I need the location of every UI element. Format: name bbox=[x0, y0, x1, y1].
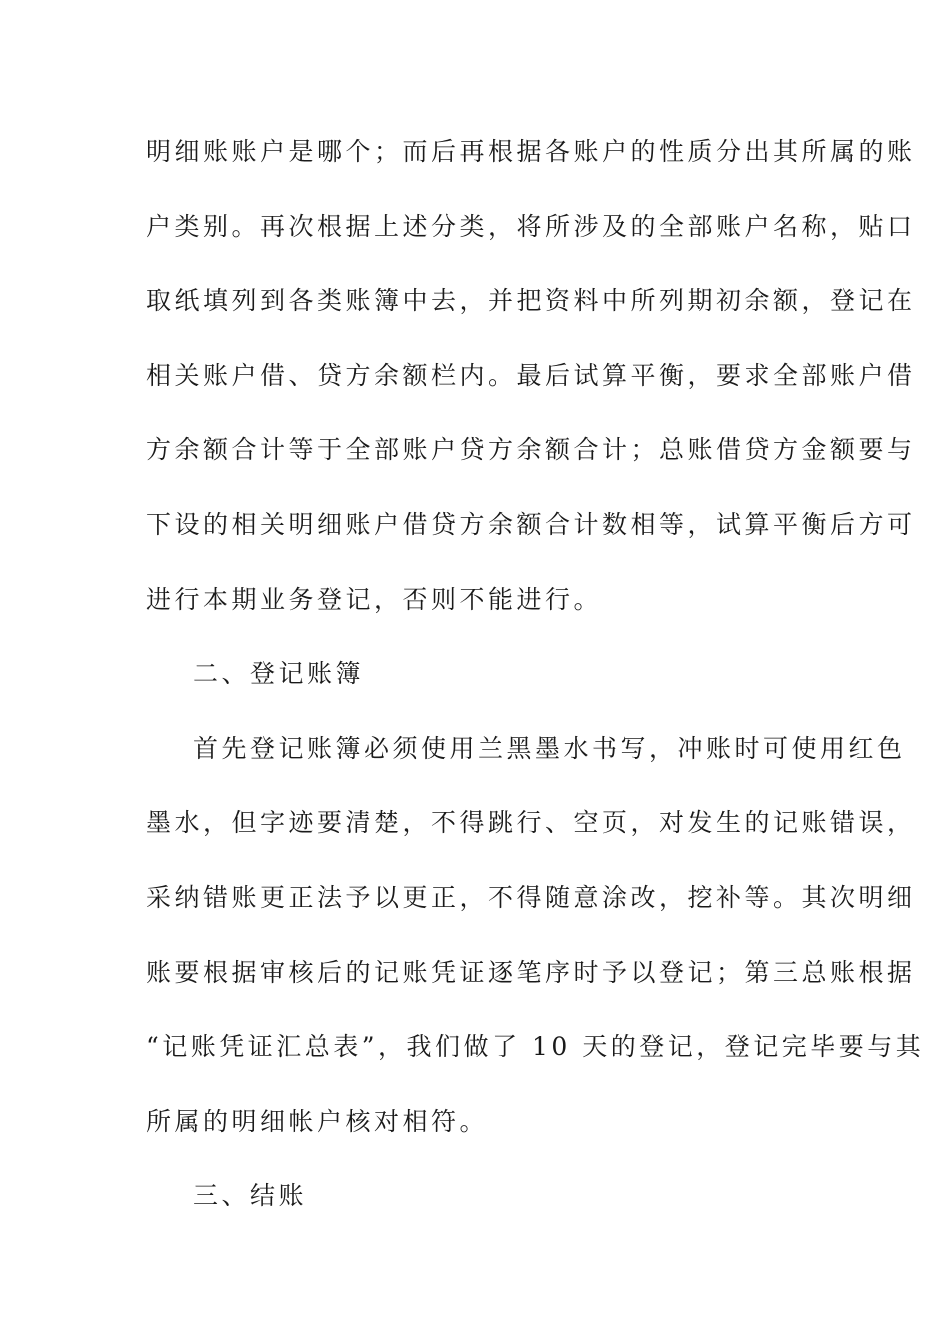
section-heading: 三、结账 bbox=[193, 1181, 308, 1210]
section-heading: 二、登记账簿 bbox=[193, 659, 365, 688]
paragraph-line: 墨水，但字迹要清楚，不得跳行、空页，对发生的记账错误， bbox=[146, 808, 916, 837]
paragraph-line: 进行本期业务登记，否则不能进行。 bbox=[146, 585, 603, 614]
paragraph-line: 所属的明细帐户核对相符。 bbox=[146, 1107, 489, 1136]
paragraph-line: 户类别。再次根据上述分类，将所涉及的全部账户名称，贴口 bbox=[146, 212, 916, 241]
paragraph-line: 明细账账户是哪个；而后再根据各账户的性质分出其所属的账 bbox=[146, 137, 916, 166]
paragraph-line: “记账凭证汇总表”，我们做了 10 天的登记，登记完毕要与其 bbox=[146, 1032, 925, 1061]
paragraph-line: 下设的相关明细账户借贷方余额合计数相等，试算平衡后方可 bbox=[146, 510, 916, 539]
paragraph-line: 方余额合计等于全部账户贷方余额合计；总账借贷方金额要与 bbox=[146, 435, 916, 464]
paragraph-line: 采纳错账更正法予以更正，不得随意涂改，挖补等。其次明细 bbox=[146, 883, 916, 912]
paragraph-line: 取纸填列到各类账簿中去，并把资料中所列期初余额，登记在 bbox=[146, 286, 916, 315]
paragraph-line: 相关账户借、贷方余额栏内。最后试算平衡，要求全部账户借 bbox=[146, 361, 916, 390]
paragraph-line: 首先登记账簿必须使用兰黑墨水书写，冲账时可使用红色 bbox=[193, 734, 906, 763]
paragraph-line: 账要根据审核后的记账凭证逐笔序时予以登记；第三总账根据 bbox=[146, 958, 916, 987]
